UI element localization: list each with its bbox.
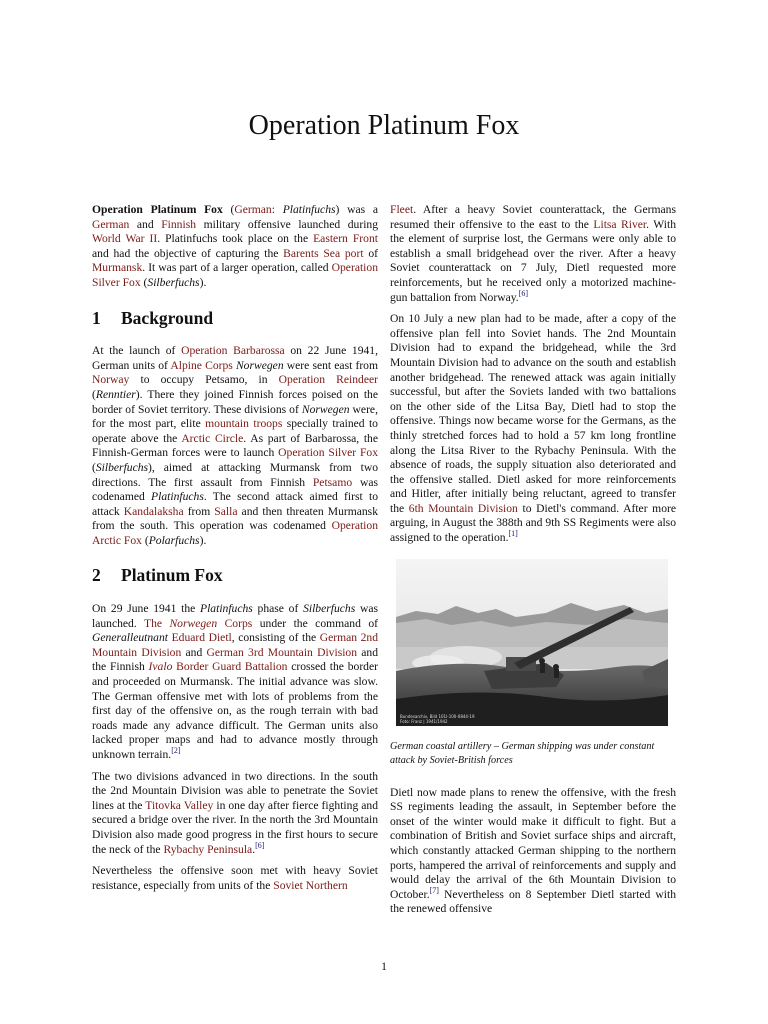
link-barents-sea-port[interactable]: Barents Sea port	[283, 246, 364, 260]
link-alpine-corps[interactable]: Alpine Corps	[170, 358, 233, 372]
section-heading-background: 1 Background	[92, 307, 214, 328]
intro-paragraph: Operation Platinum Fox (German: Platinfuchs) was a German and Finnish military offensive launched during World War II. Platinfuchs took place on the Eastern Front and had the objective of capturing the Barents Sea port of Murmansk. It was part of a larger operation, called Operation Silver Fox (Silberfuchs).	[92, 203, 379, 289]
link-soviet-northern-fleet[interactable]: Soviet Northern	[273, 878, 348, 892]
link-2nd-mountain-division[interactable]: German 2nd Mountain Division	[92, 631, 378, 659]
citation-ref[interactable]: [6]	[255, 840, 265, 850]
artillery-photo	[396, 559, 668, 726]
citation-ref[interactable]: [7]	[429, 885, 439, 895]
link-german-language[interactable]: German	[234, 203, 272, 216]
citation-ref[interactable]: [6]	[518, 288, 529, 298]
link-mountain-troops[interactable]: mountain troops	[205, 417, 283, 431]
figure-caption: German coastal artillery – German shipping was under constant attack by Soviet-British forces	[390, 740, 655, 766]
link-eastern-front[interactable]: Eastern Front	[313, 232, 378, 246]
citation-ref[interactable]: [1]	[508, 529, 518, 539]
link-3rd-mountain-division[interactable]: German 3rd Mountain Division	[206, 645, 358, 659]
link-eduard-dietl[interactable]: Eduard Dietl	[171, 631, 232, 645]
figure-coastal-artillery-photo[interactable]	[396, 559, 668, 726]
link-finnish[interactable]: Finnish	[161, 217, 197, 231]
page-number: 1	[381, 960, 387, 973]
link-operation-reindeer[interactable]: Operation Reindeer	[278, 373, 378, 387]
section-heading-platinum-fox: 2 Platinum Fox	[92, 565, 223, 586]
link-rybachy-peninsula[interactable]: Rybachy Peninsula	[163, 842, 253, 856]
link-6th-mountain-division[interactable]: 6th Mountain Division	[408, 501, 518, 515]
left-column	[92, 203, 378, 900]
link-ivalo-border-guard[interactable]: Ivalo Border Guard Battalion	[148, 660, 288, 674]
link-murmansk[interactable]: Murmansk	[92, 261, 143, 275]
platinum-fox-paragraph-3: Nevertheless the offensive soon met with heavy Soviet resistance, especially from units of the Soviet Northern	[92, 864, 378, 892]
citation-ref[interactable]: [2]	[171, 746, 181, 756]
link-world-war-ii[interactable]: World War II	[92, 232, 158, 246]
link-german[interactable]: German	[92, 217, 130, 231]
photo-credit-line-2: Foto: Franz | 1941/1942	[400, 718, 448, 724]
link-salla[interactable]: Salla	[214, 504, 238, 518]
background-paragraph: At the launch of Operation Barbarossa on 22 June 1941, German units of Alpine Corps Norwegen were sent east from Norway to occupy Petsamo, in Operation Reindeer (Renntier). There they joined Finnish forces poised on the border of Soviet territory. These divisions of Norwegen were, for the most part, elite mountain troops specially trained to operate above the Arctic Circle. As part of Barbarossa, the Finnish-German forces were to launch Operation Silver Fox (Silberfuchs), aimed at attacking Murmansk from two directions. The first assault from Finnish Petsamo was codenamed Platinfuchs. The second attack aimed first to attack Kandalaksha from Salla and then threaten Murmansk from the south. This operation was codenamed Operation Arctic Fox (Polarfuchs).	[92, 344, 379, 547]
right-paragraph-3: Dietl now made plans to renew the offensive, with the fresh SS regiments leading the assault, in September before the onset of the winter would make it difficult to fight. But a combination of British and Soviet surface ships and aircraft, which constantly attacked German shipping to the northern ports, hampered the arrival of reinforcements and supply and would delay the arrival of the 6th Mountain Division to October.[7] Nevertheless on 8 September Dietl started with the renewed offensive	[390, 785, 676, 916]
link-petsamo[interactable]: Petsamo	[312, 475, 353, 489]
link-operation-silver-fox-2[interactable]: Operation Silver Fox	[278, 446, 379, 460]
link-soviet-northern-fleet-cont[interactable]: Fleet	[390, 203, 414, 216]
link-arctic-circle[interactable]: Arctic Circle	[181, 431, 244, 445]
right-paragraph-1: Fleet. After a heavy Soviet counterattack, the Germans resumed their offensive to the east to the Litsa River. With the element of surprise lost, the Germans were only able to establish a small bridgehead over the river. After a heavy Soviet counterattack on 7 July, Dietl requested more reinforcements, but he received only a motorized machine-gun battalion from Norway.[6]	[390, 203, 676, 304]
link-kandalaksha[interactable]: Kandalaksha	[123, 504, 184, 518]
platinum-fox-paragraph-2: The two divisions advanced in two directions. In the south the 2nd Mountain Division was able to penetrate the Soviet lines at the Titovka Valley in one day after fierce fighting and secured a bridge over the river. In the north the 3rd Mountain Division also made good progress in the first hours to secure the neck of the Rybachy Peninsula.[6]	[92, 769, 378, 856]
link-titovka-valley[interactable]: Titovka Valley	[145, 798, 214, 812]
right-paragraph-2: On 10 July a new plan had to be made, after a copy of the offensive plan fell into Soviet hands. The 2nd Mountain Division had to expand the bridgehead, while the 3rd Mountain Division had to advance on the south and establish another bridgehead. The renewed attack was again initially successful, but after the Soviets landed with two battalions on the other side of the Litsa Bay, Dietl had to stop the offensive. Things now became worse for the Germans, as the thinly stretched forces had to hold a 57 km long frontline along the Litsa River to the Rybachy Peninsula. With the absence of roads, the supply situation also deteriorated and the offensive stalled. Dietl asked for more reinforcements and Hitler, after initially being reluctant, agreed to transfer the 6th Mountain Division to Dietl's command. After more arguing, in August the 388th and 9th SS Regiments were also assigned to the operation.[1]	[390, 312, 676, 545]
page-title: Operation Platinum Fox	[248, 110, 520, 141]
link-norway[interactable]: Norway	[92, 373, 130, 387]
right-column	[390, 203, 676, 924]
platinum-fox-paragraph-1: On 29 June 1941 the Platinfuchs phase of Silberfuchs was launched. The Norwegen Corps under the command of Generalleutnant Eduard Dietl, consisting of the German 2nd Mountain Division and German 3rd Mountain Division and the Finnish Ivalo Border Guard Battalion crossed the border and proceeded on Murmansk. The initial advance was slow. The German offensive met with lots of problems from the first day of the offensive on, as the rough terrain with bad roads made any advance difficult. The German units also lacked proper maps and had to advance mostly through unknown terrain.[2]	[92, 602, 378, 761]
link-operation-silver-fox[interactable]: Operation Silver Fox	[92, 261, 378, 289]
link-litsa-river[interactable]: Litsa River	[593, 217, 647, 231]
photo-credit-line-1: Bundesarchiv, Bild 101I-100-0844-19	[400, 713, 475, 719]
link-operation-arctic-fox[interactable]: Operation Arctic Fox	[92, 519, 378, 547]
link-norwegen-corps[interactable]: The Norwegen Corps	[143, 616, 253, 630]
link-operation-barbarossa[interactable]: Operation Barbarossa	[181, 344, 285, 358]
